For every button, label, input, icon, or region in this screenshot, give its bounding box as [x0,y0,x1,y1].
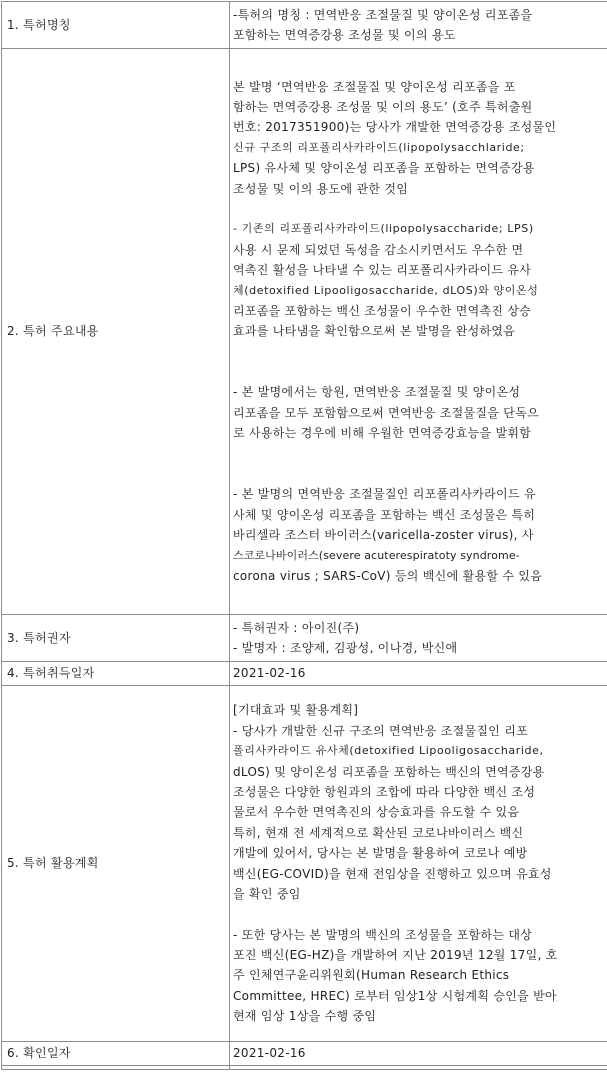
text-line: 물로서 우수한 면역촉진의 상승효과를 유도할 수 있음 [233,805,520,820]
text-line: - 본 발명에서는 항원, 면역반응 조절물질 및 양이온성 [233,385,521,400]
text-line: 리포좀을 포함하는 백신 조성물이 우수한 면역촉진 상승 [233,303,532,318]
text-line: LPS) 유사체 및 양이온성 리포좀을 포함하는 면역증강용 [233,161,535,176]
text-line: - 기존의 리포폴리사카라이드(lipopolysaccharide; LPS) [233,222,534,236]
text-line: 특히, 현재 전 세계적으로 확산된 코로나바이러스 백신 [233,825,524,840]
table-row [2,1042,607,1066]
text-line: - 특허권자 : 아이진(주) [233,620,360,635]
text-line: 신규 구조의 리포폴리사카라이드(lipopolysacchlaride; [233,140,525,154]
text-line: - 발명자 : 조양제, 김광성, 이나경, 박신애 [233,641,458,655]
text-line: 로 사용하는 경우에 비해 우월한 면역증강효능을 발휘함 [233,426,532,441]
text-line: 효과를 나타냄을 확인함으로써 본 발명을 완성하였음 [233,324,516,339]
row-label [2,615,230,662]
text-line: 역촉진 활성을 나타낼 수 있는 리포폴리사카라이드 유사 [233,263,532,278]
text-line: 사용 시 문제 되었던 독성을 감소시키면서도 우수한 면 [233,242,524,257]
text-line: -특허의 명칭 : 면역반응 조절물질 및 양이온성 리포좀을 [233,7,533,22]
text-line: 조성물은 다양한 항원과의 조합에 따라 다양한 백신 조성 [233,784,536,799]
text-line: 조성물 및 이의 용도에 관한 것임 [233,181,409,196]
acquired-date-value: 2021-02-16 [233,666,306,681]
text-line: dLOS) 및 양이온성 리포좀을 포함하는 백신의 면역증강용 [233,764,545,779]
row-label [2,686,230,1042]
text-line: 포진 백신(EG-HZ)을 개발하여 지난 2019년 12월 17일, 호 [233,948,558,963]
table-row [2,686,607,1042]
row-label [2,49,230,615]
text-line: 개발에 있어서, 당사는 본 발명을 활용하여 코로나 예방 [233,846,528,861]
text-line: 포함하는 면역증강용 조성물 및 이의 용도 [233,28,456,42]
spacer [233,904,607,924]
text-line: - 당사가 개발한 신규 구조의 면역반응 조절물질인 리포 [233,723,529,738]
patent-summary-label: 2. 특허 주요내용 [7,324,99,339]
spacer [233,342,607,383]
text-line: [기대효과 및 활용계획] [233,703,359,718]
table-row [2,2,607,49]
text-line: Committee, HREC) 로부터 임상1상 시험계획 승인을 받아 [233,988,557,1003]
spacer [233,199,607,219]
patent-holder-label: 3. 특허권자 [7,630,71,645]
confirmed-date-content [230,1042,607,1066]
confirmed-date-label: 6. 확인일자 [7,1046,71,1061]
table-row [2,1066,607,1070]
patent-title-content [230,2,607,49]
text-line: 폴리사카라이드 유사체(detoxified Lipooligosaccharide, [233,744,544,758]
patent-title-label: 1. 특허명칭 [7,17,71,32]
patent-summary-content [230,49,607,615]
text-line: 을 확인 중임 [233,886,301,901]
table-row [2,49,607,615]
confirmed-date-value: 2021-02-16 [233,1046,306,1061]
text-line: - 또한 당사는 본 발명의 백신의 조성물을 포함하는 대상 [233,927,533,942]
text-line: 번호: 2017351900)는 당사가 개발한 면역증강용 조성물인 [233,120,557,135]
acquired-date-label: 4. 특허취득일자 [7,666,95,681]
text-line: 스코로나바이러스(severe acuterespiratoty syndrome- [233,548,520,562]
text-line: corona virus ; SARS-CoV) 등의 백신에 활용할 수 있음 [233,569,543,583]
table-row [2,615,607,662]
patent-plan-label: 5. 특허 활용계획 [7,856,99,871]
text-line: - 본 발명의 면역반응 조절물질인 리포폴리사카라이드 유 [233,487,536,502]
row-label [2,2,230,49]
patent-holder-content [230,615,607,662]
empty-cell [2,1066,230,1070]
text-line: 함하는 면역증강용 조성물 및 이의 용도’ (호주 특허출원 [233,99,533,114]
text-line: 백신(EG-COVID)을 현재 전임상을 진행하고 있으며 유효성 [233,866,552,881]
text-line: 바리셀라 조스터 바이러스(varicella-zoster virus), 사 [233,528,534,543]
row-label [2,662,230,686]
row-label [2,1042,230,1066]
text-line: 체(detoxified Lipooligosaccharide, dLOS)와 양이온성 [233,283,539,297]
table-row [2,662,607,686]
empty-cell [230,1066,607,1070]
spacer [233,444,607,485]
text-line: 주 인체연구윤리위원회(Human Research Ethics [233,968,510,983]
text-line: 현재 임상 1상을 수행 중임 [233,1009,377,1024]
patent-plan-content [230,686,607,1042]
patent-info-table [1,1,607,1070]
text-line: 리포좀을 모두 포함함으로써 면역반응 조절물질을 단독으 [233,405,539,420]
text-line: 사체 및 양이온성 리포좀을 포함하는 백신 조성물은 특히 [233,507,536,522]
acquired-date-content [230,662,607,686]
text-line: 본 발명 ‘면역반응 조절물질 및 양이온성 리포좀을 포 [233,79,516,94]
